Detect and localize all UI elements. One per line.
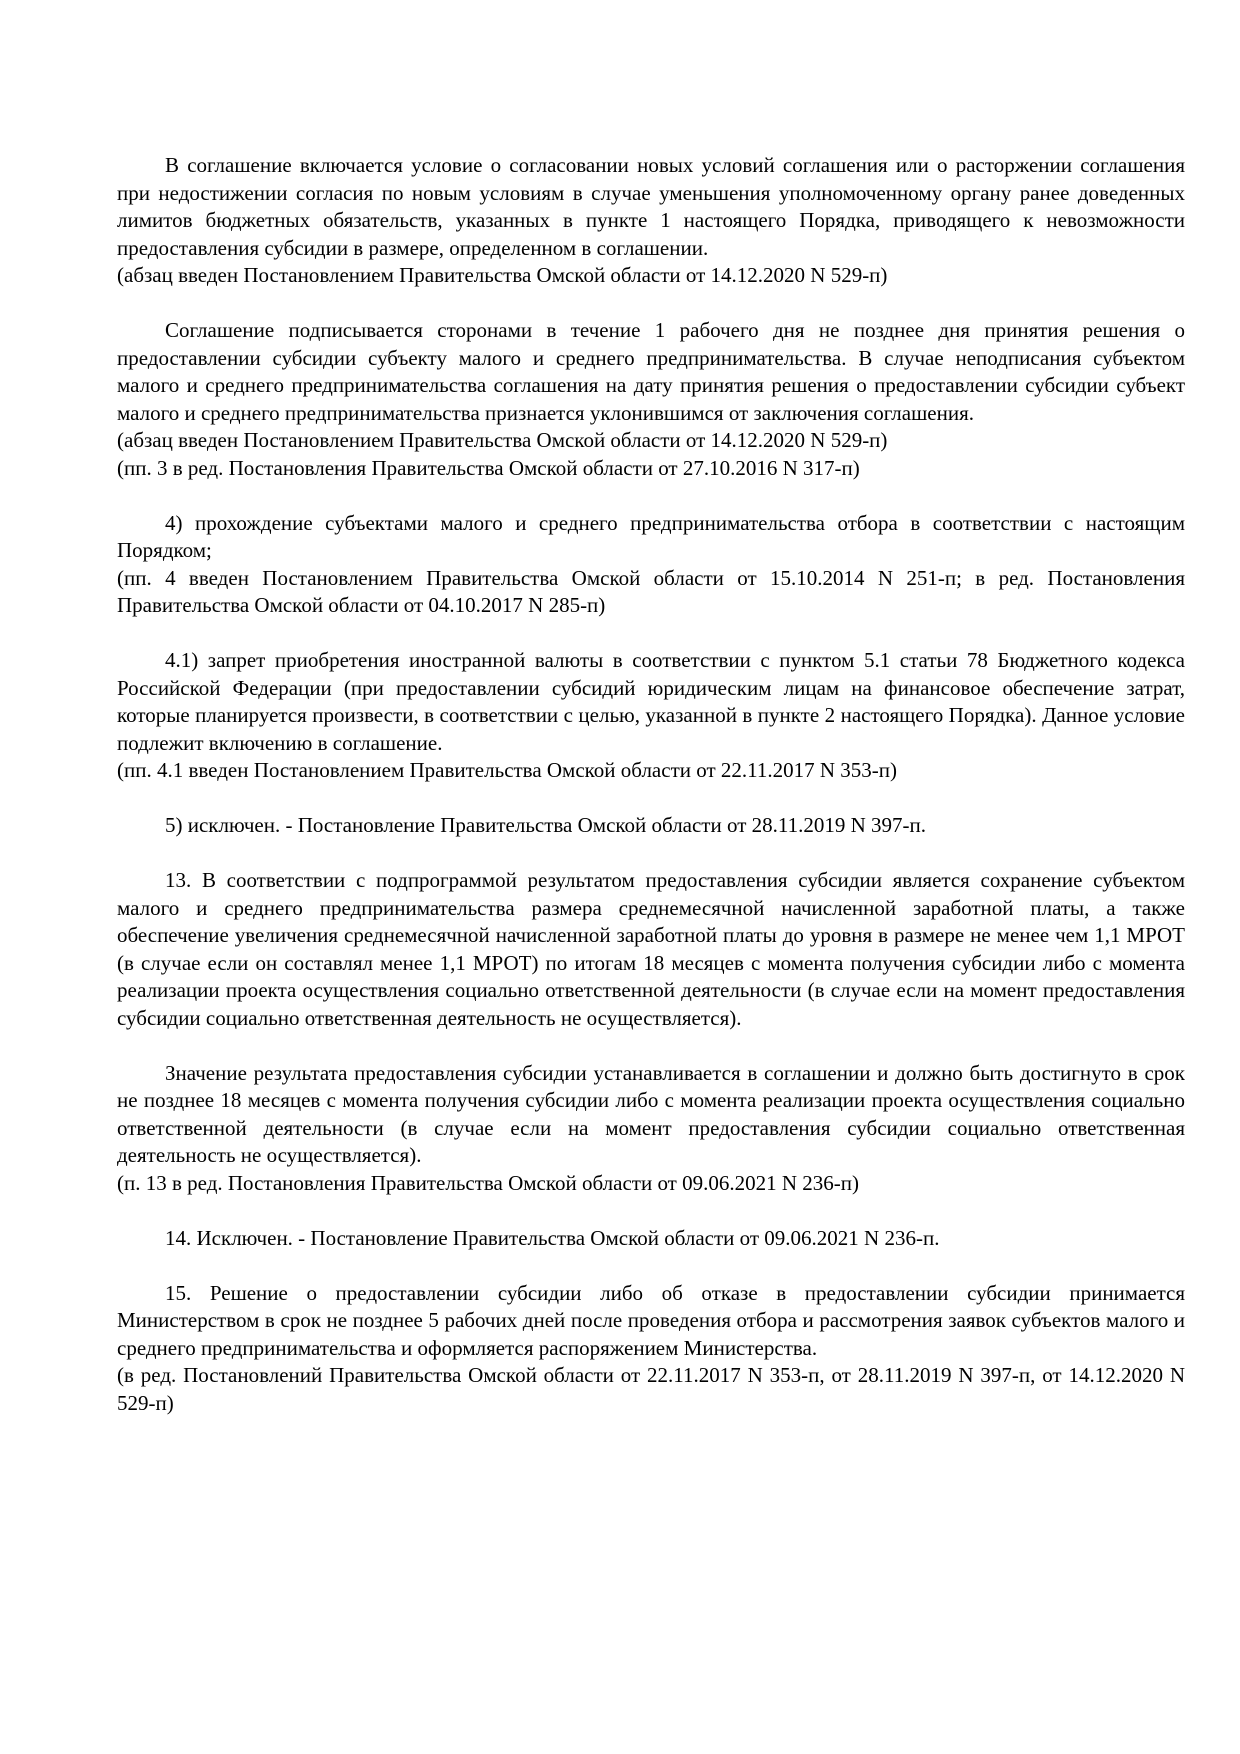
paragraph: Соглашение подписывается сторонами в течение 1 рабочего дня не позднее дня принятия решения о предоставлении субсидии субъекту малого и среднего предпринимательства. В случае неподписания субъектом малого и среднего предпринимательства соглашения на дату принятия решения о предоставлении субсидии субъект малого и среднего предпринимательства признается уклонившимся от заключения соглашения.: [117, 318, 1185, 425]
paragraph: 15. Решение о предоставлении субсидии либо об отказе в предоставлении субсидии принимается Министерством в срок не позднее 5 рабочих дней после проведения отбора и рассмотрения заявок субъектов малого и среднего предпринимательства и оформляется распоряжением Министерства.: [117, 1280, 1185, 1360]
paragraph: 13. В соответствии с подпрограммой результатом предоставления субсидии является сохранение субъектом малого и среднего предпринимательства размера среднемесячной начисленной заработной платы, а также обеспечение увеличения среднемесячной начисленной заработной платы до уровня в размере не менее чем 1,1 МРОТ (в случае если он составлял менее 1,1 МРОТ) по итогам 18 месяцев с момента получения субсидии либо с момента реализации проекта осуществления социально ответственной деятельности (в случае если на момент предоставления субсидии социально ответственная деятельность не осуществляется).: [117, 868, 1185, 1030]
paragraph: 5) исключен. - Постановление Правительства Омской области от 28.11.2019 N 397-п.: [165, 813, 926, 837]
text-block: [117, 812, 1185, 840]
amendment-note: (в ред. Постановлений Правительства Омской области от 22.11.2017 N 353-п, от 28.11.2019 N 397-п, от 14.12.2020 N 529-п): [117, 1363, 1185, 1415]
document-body: [117, 152, 1185, 1417]
paragraph: 14. Исключен. - Постановление Правительства Омской области от 09.06.2021 N 236-п.: [165, 1225, 940, 1250]
amendment-note: (пп. 4.1 введен Постановлением Правительства Омской области от 22.11.2017 N 353-п): [117, 758, 898, 782]
amendment-note: (абзац введен Постановлением Правительства Омской области от 14.12.2020 N 529-п): [117, 428, 888, 452]
amendment-note: (п. 13 в ред. Постановления Правительства Омской области от 09.06.2021 N 236-п): [117, 1170, 859, 1195]
text-block: [117, 1280, 1185, 1418]
text-block: [117, 647, 1185, 785]
amendment-note: (абзац введен Постановлением Правительства Омской области от 14.12.2020 N 529-п): [117, 263, 888, 287]
amendment-note: (пп. 3 в ред. Постановления Правительства Омской области от 27.10.2016 N 317-п): [117, 455, 860, 480]
text-block: [117, 317, 1185, 482]
paragraph: В соглашение включается условие о согласовании новых условий соглашения или о расторжении соглашения при недостижении согласия по новым условиям в случае уменьшения уполномоченному органу ранее доведенных лимитов бюджетных обязательств, указанных в пункте 1 настоящего Порядка, приводящего к невозможности предоставления субсидии в размере, определенном в соглашении.: [117, 153, 1185, 260]
text-block: [117, 867, 1185, 1032]
text-block: [117, 1225, 1185, 1253]
paragraph: 4) прохождение субъектами малого и среднего предпринимательства отбора в соответствии с настоящим Порядком;: [117, 510, 1185, 562]
paragraph: Значение результата предоставления субсидии устанавливается в соглашении и должно быть достигнуто в срок не позднее 18 месяцев с момента получения субсидии либо с момента реализации проекта осуществления социально ответственной деятельности (в случае если на момент предоставления субсидии социально ответственная деятельность не осуществляется).: [117, 1060, 1185, 1167]
amendment-note: (пп. 4 введен Постановлением Правительства Омской области от 15.10.2014 N 251-п; в ред. Постановления Правительства Омской области от 04.10.2017 N 285-п): [117, 565, 1185, 617]
text-block: [117, 510, 1185, 620]
text-block: [117, 1060, 1185, 1198]
text-block: [117, 152, 1185, 290]
paragraph: 4.1) запрет приобретения иностранной валюты в соответствии с пунктом 5.1 статьи 78 Бюджетного кодекса Российской Федерации (при предоставлении субсидий юридическим лицам на финансовое обеспечение затрат, которые планируется произвести, в соответствии с целью, указанной в пункте 2 настоящего Порядка). Данное условие подлежит включению в соглашение.: [117, 648, 1185, 755]
